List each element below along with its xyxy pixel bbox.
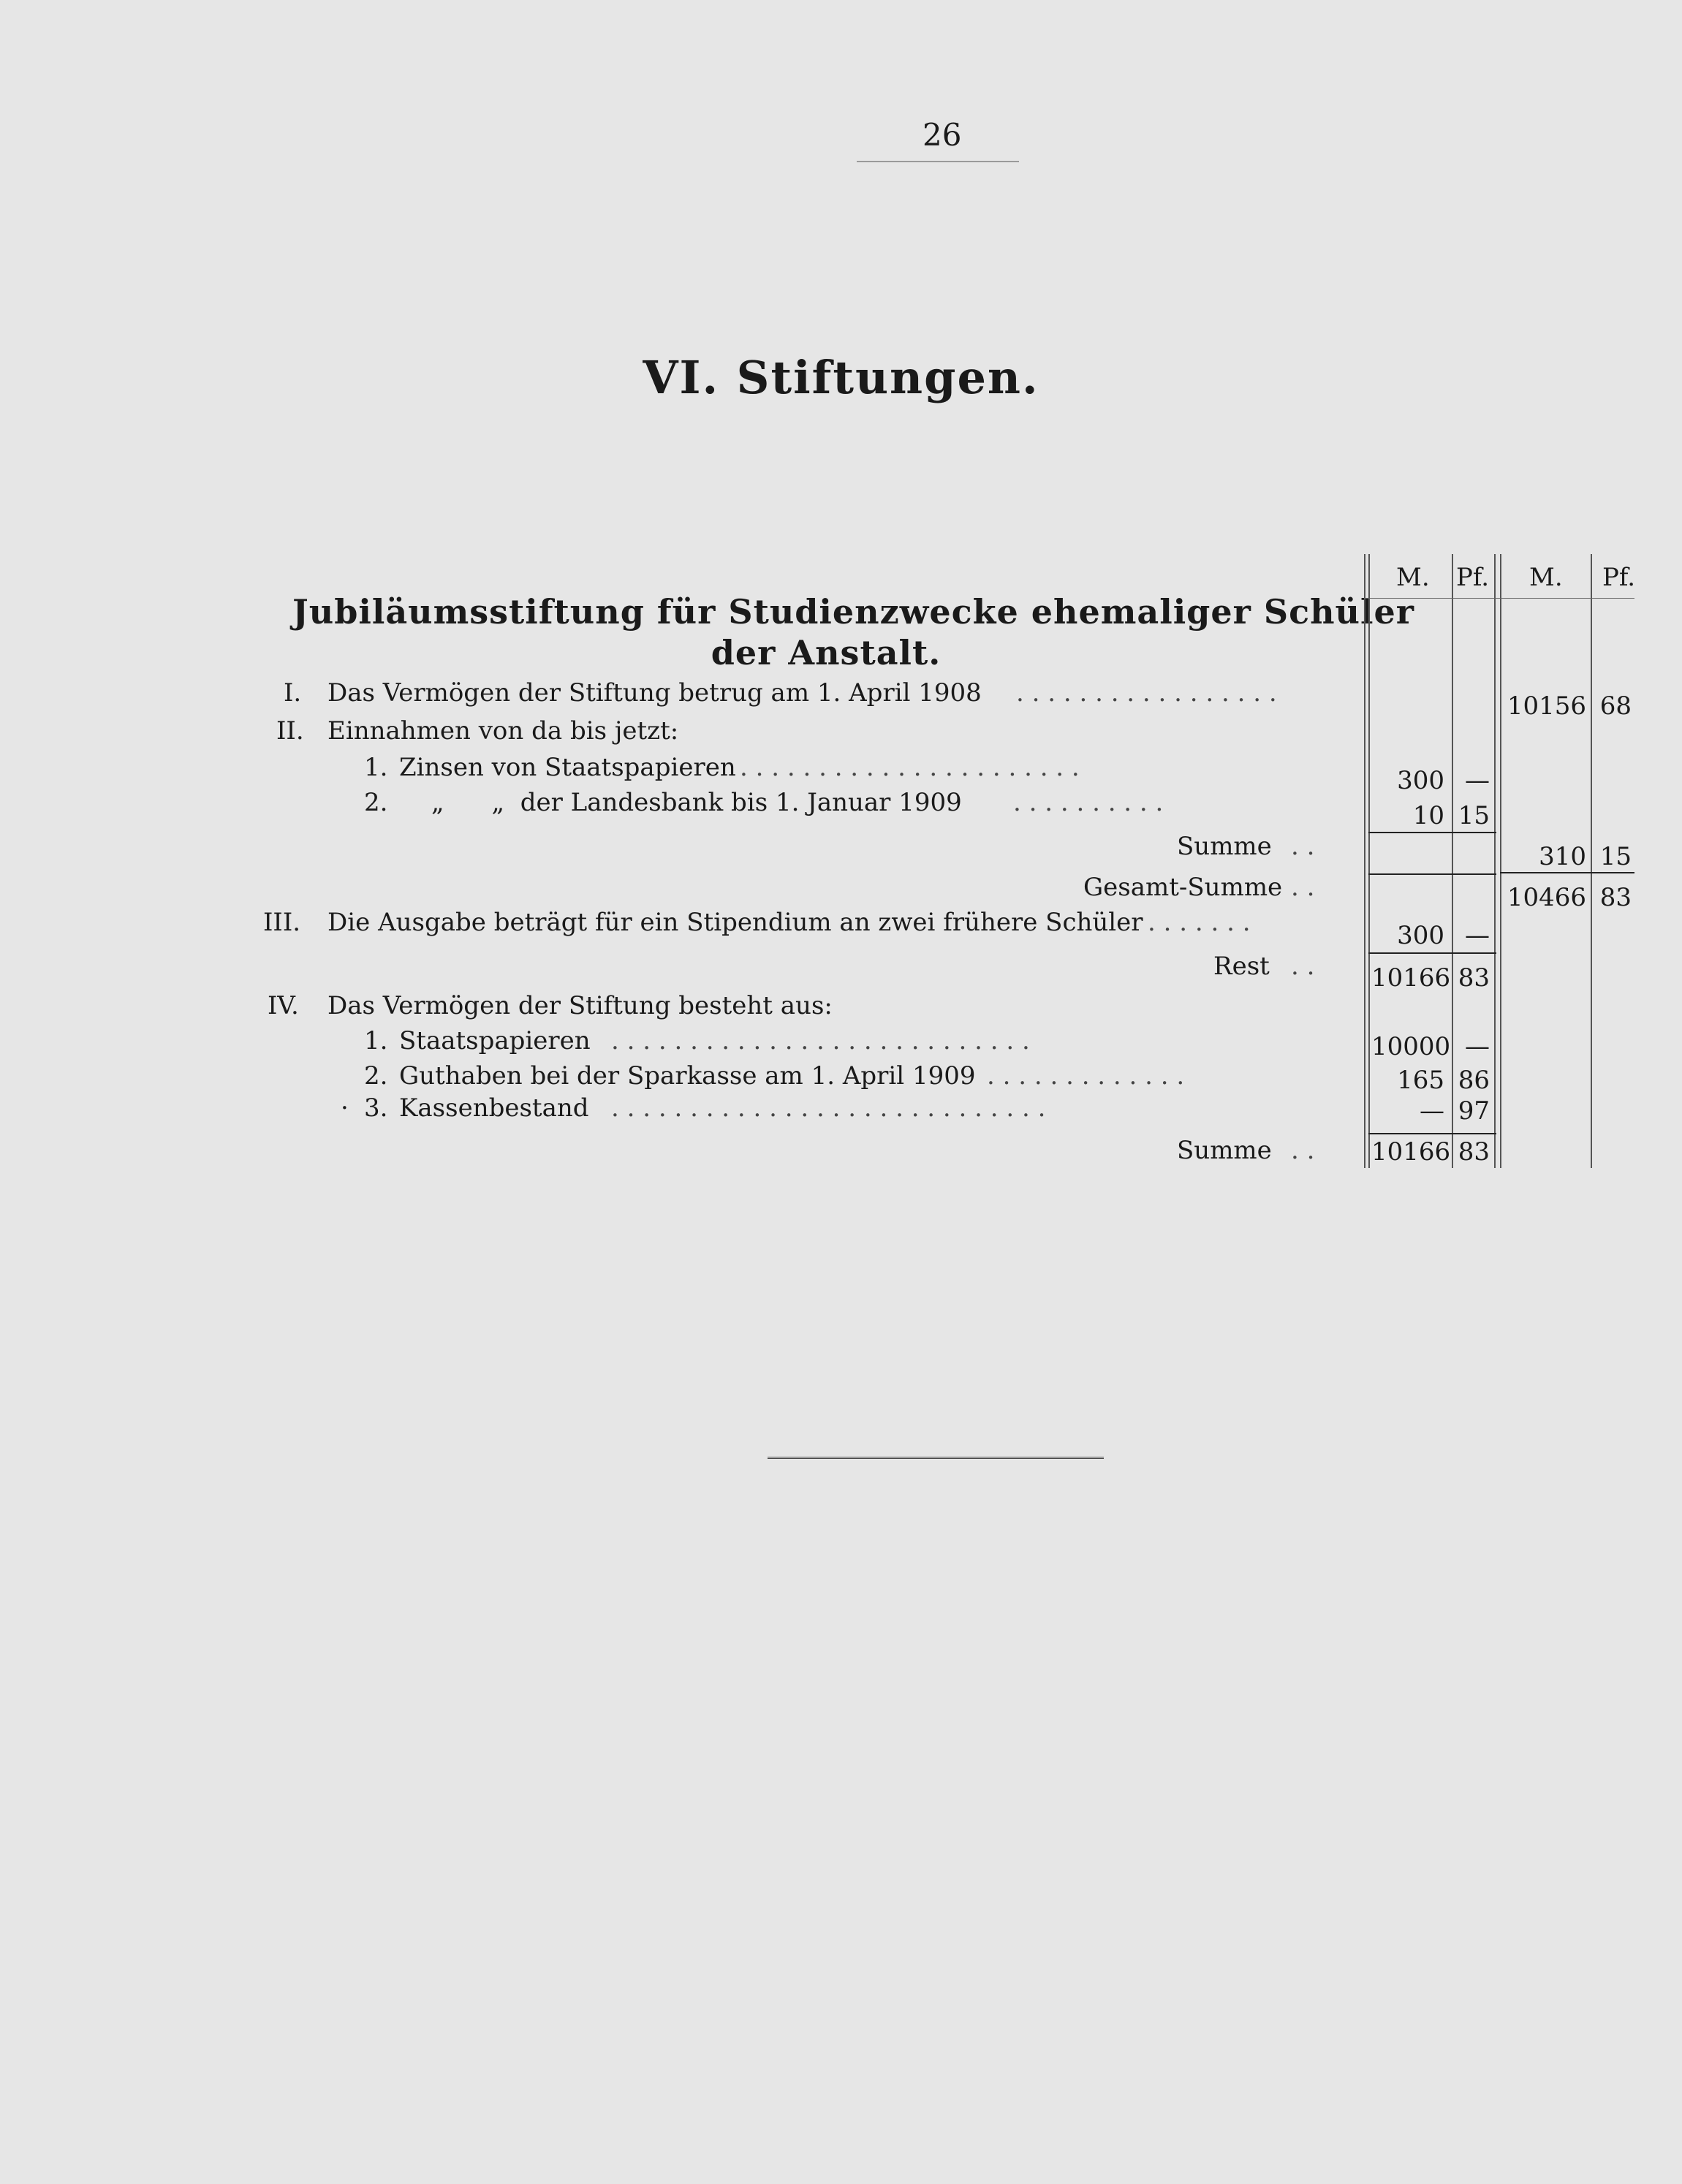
row-dots: . .	[1291, 832, 1315, 861]
pf2-value: 68	[1599, 691, 1632, 721]
pf1-value: 15	[1458, 801, 1490, 830]
row-dots: . . . . . . . . . . . . . . . . .	[1016, 678, 1277, 708]
header-pf2: Pf.	[1602, 563, 1636, 592]
row-numeral: 3.	[364, 1093, 388, 1123]
row-dots: . . . . . . . . . . . . . . . . . . . . . . . . . . .	[611, 1026, 1030, 1055]
row-text: Die Ausgabe beträgt für ein Stipendium an zwei frühere Schüler	[327, 908, 1143, 937]
m2-value: 310	[1539, 842, 1586, 871]
row-numeral: II.	[276, 716, 304, 746]
row-dots: . .	[1291, 1136, 1315, 1165]
pf1-value: 83	[1458, 963, 1490, 993]
sum-rule-3	[1368, 873, 1496, 875]
pf2-value: 15	[1599, 842, 1632, 871]
row-text: Staatspapieren	[399, 1026, 591, 1055]
col-divider-pf1-m2-inner	[1500, 554, 1501, 1168]
m2-value: 10466	[1507, 883, 1586, 912]
subtitle-line-2: der Anstalt.	[711, 633, 942, 672]
sum-label: Summe	[1177, 832, 1272, 861]
subtitle-line-1: Jubiläumsstiftung für Studienzwecke ehemaliger Schüler	[292, 592, 1414, 632]
sum-label: Rest	[1213, 952, 1270, 981]
row-dots: . . . . . . .	[1148, 908, 1251, 937]
pf1-value: —	[1465, 766, 1490, 795]
row-text: Kassenbestand	[399, 1093, 589, 1123]
pf1-value: —	[1465, 921, 1490, 950]
col-divider-m2-pf2	[1591, 554, 1592, 1168]
m1-value: —	[1420, 1096, 1444, 1126]
m1-value: 10166	[1371, 1137, 1451, 1167]
m1-value: 10	[1412, 801, 1444, 830]
row-marker-dot: ·	[341, 1093, 349, 1123]
pf1-value: 83	[1458, 1137, 1490, 1167]
row-text: Einnahmen von da bis jetzt:	[327, 716, 679, 746]
row-text: Zinsen von Staatspapieren	[399, 753, 736, 782]
row-text: Guthaben bei der Sparkasse am 1. April 1909	[399, 1061, 976, 1091]
col-divider-pf1-m2	[1494, 554, 1496, 1168]
m2-value: 10156	[1507, 691, 1586, 721]
table-left-border	[1364, 554, 1365, 1168]
row-numeral: III.	[263, 908, 301, 937]
sum-rule-2	[1500, 872, 1634, 873]
row-numeral: 1.	[364, 753, 388, 782]
pf2-value: 83	[1599, 883, 1632, 912]
row-dots: . . . . . . . . . . . . . . . . . . . . . . . . . . . .	[611, 1093, 1046, 1123]
closing-rule	[768, 1457, 1104, 1459]
page-number: 26	[923, 117, 962, 153]
m1-value: 300	[1397, 766, 1444, 795]
row-text: Das Vermögen der Stiftung betrug am 1. April 1908	[327, 678, 982, 708]
row-numeral: IV.	[268, 991, 299, 1020]
row-numeral: 2.	[364, 788, 388, 817]
col-divider-m1-pf1	[1452, 554, 1453, 1168]
row-numeral: 2.	[364, 1061, 388, 1091]
row-numeral: 1.	[364, 1026, 388, 1055]
sum-rule-5	[1368, 1133, 1496, 1134]
row-dots: . .	[1291, 952, 1315, 981]
header-m2: M.	[1529, 563, 1563, 592]
m1-value: 165	[1397, 1066, 1444, 1095]
page-number-rule	[857, 161, 1019, 162]
row-dots: . . . . . . . . . . . . .	[987, 1061, 1185, 1091]
row-text: Das Vermögen der Stiftung besteht aus:	[327, 991, 833, 1020]
header-m1: M.	[1396, 563, 1430, 592]
m1-value: 10166	[1371, 963, 1451, 993]
m1-value: 10000	[1371, 1032, 1451, 1061]
row-dots: . .	[1291, 873, 1315, 902]
pf1-value: 97	[1458, 1096, 1490, 1126]
row-text: „ „ der Landesbank bis 1. Januar 1909	[431, 788, 962, 817]
pf1-value: 86	[1458, 1066, 1490, 1095]
table-left-border-inner	[1368, 554, 1370, 1168]
row-dots: . . . . . . . . . . . . . . . . . . . . . .	[740, 753, 1080, 782]
sum-rule-1	[1368, 832, 1496, 833]
row-dots: . . . . . . . . . .	[1013, 788, 1164, 817]
sum-label: Summe	[1177, 1136, 1272, 1165]
row-numeral: I.	[284, 678, 302, 708]
sum-rule-4	[1368, 952, 1496, 954]
section-title: VI. Stiftungen.	[643, 351, 1039, 404]
pf1-value: —	[1465, 1032, 1490, 1061]
header-pf1: Pf.	[1456, 563, 1490, 592]
m1-value: 300	[1397, 921, 1444, 950]
header-rule	[1364, 598, 1634, 599]
sum-label: Gesamt-Summe	[1083, 873, 1283, 902]
